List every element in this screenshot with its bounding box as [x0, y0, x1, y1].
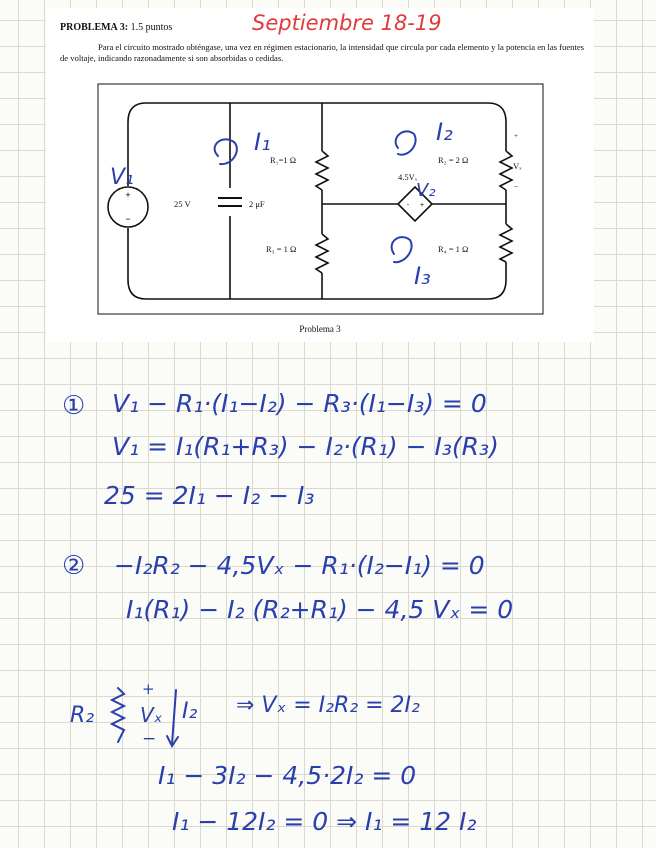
i3-annotation: I₃ — [414, 262, 431, 290]
dep-source-label: 4.5Vₓ — [398, 172, 418, 182]
r2-label: R₂ = 2 Ω — [438, 155, 469, 165]
i1-annotation: I₁ — [254, 128, 271, 156]
source-value: 25 V — [174, 199, 191, 209]
i3-loop-arrow — [392, 237, 412, 262]
vx-label: Vₓ — [513, 161, 522, 171]
step2-marker: ② — [62, 551, 86, 581]
sketch-plus: + — [142, 680, 155, 698]
problem-statement: Para el circuito mostrado obténgase, una vez en régimen estacionario, la intensidad que circula por cada elemento y la potencia en las fuentes de voltaje, indicando razonadamente si son absorbidas o cedidas. — [60, 42, 584, 63]
i1-loop-arrow — [215, 139, 237, 164]
vx-minus: − — [514, 182, 519, 191]
mesh-arrows — [215, 131, 416, 262]
problem-points: 1.5 puntos — [130, 22, 173, 33]
eq6-substituted: I₁ − 3I₂ − 4,5·2I₂ = 0 — [158, 761, 417, 790]
eq1-mesh1-kvl: V₁ − R₁·(I₁−I₂) − R₃·(I₁−I₃) = 0 — [112, 389, 487, 418]
eq3-mesh1-numeric: 25 = 2I₁ − I₂ − I₃ — [104, 481, 315, 510]
eq5-mesh2-expanded: I₁(R₁) − I₂ (R₂+R₁) − 4,5 Vₓ = 0 — [126, 595, 514, 624]
r4-label: R₄ = 1 Ω — [438, 244, 469, 254]
vx-plus: + — [514, 132, 518, 140]
step1-marker: ① — [62, 391, 86, 421]
sketch-current: I₂ — [182, 699, 198, 724]
eq2-mesh1-expanded: V₁ = I₁(R₁+R₃) − I₂·(R₁) − I₃(R₃) — [112, 432, 499, 461]
i2-loop-arrow — [396, 131, 416, 154]
source-plus: + — [125, 190, 131, 200]
v2-annotation: V₂ — [416, 180, 436, 201]
dep-minus: - — [406, 202, 410, 209]
sketch-minus: − — [142, 729, 157, 749]
capacitor-label: 2 μF — [249, 199, 265, 209]
figure-caption: Problema 3 — [299, 324, 341, 334]
dep-plus: + — [419, 202, 425, 209]
r1-label: R₁=1 Ω — [270, 155, 297, 165]
sketch-current-line — [172, 690, 176, 744]
i2-annotation: I₂ — [436, 118, 453, 146]
eq7-result: I₁ − 12I₂ = 0 ⇒ I₁ = 12 I₂ — [172, 807, 477, 836]
vx-relation: ⇒ Vₓ = I₂R₂ = 2I₂ — [236, 693, 420, 718]
sketch-resistor — [112, 688, 124, 742]
r3-label: R₃ = 1 Ω — [266, 244, 297, 254]
eq4-mesh2-kvl: −I₂R₂ − 4,5Vₓ − R₁·(I₂−I₁) = 0 — [114, 551, 485, 580]
sketch-vx: Vₓ — [140, 703, 163, 727]
source-minus: − — [125, 214, 131, 224]
v1-annotation: V₁ — [110, 165, 134, 190]
problem-label: PROBLEMA 3: — [60, 22, 129, 33]
sketch-resistor-label: R₂ — [70, 703, 95, 728]
handwritten-title: Septiembre 18-19 — [252, 11, 442, 35]
